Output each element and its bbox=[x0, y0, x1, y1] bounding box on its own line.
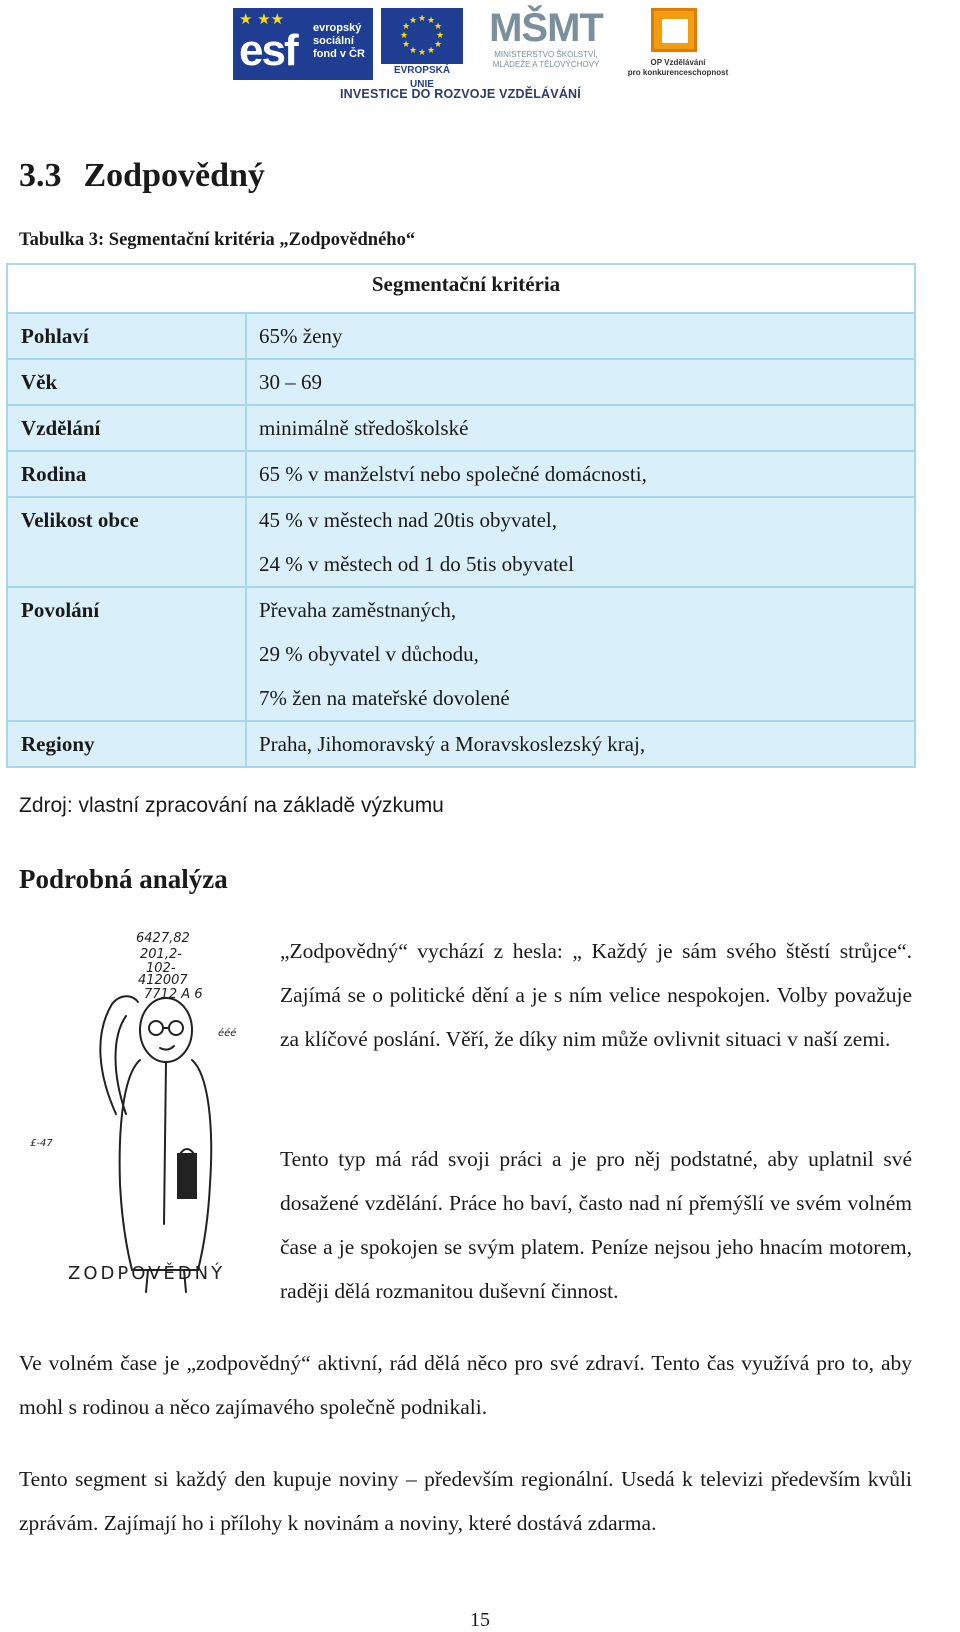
sketch-note: 201,2- bbox=[140, 947, 182, 962]
svg-text:★: ★ bbox=[399, 31, 409, 41]
sketch-note: 7712 A 6 bbox=[144, 987, 203, 1002]
svg-text:★: ★ bbox=[417, 14, 427, 24]
svg-text:★: ★ bbox=[417, 48, 427, 58]
row-value: 65 % v manželství nebo společné domácnosti, bbox=[259, 462, 647, 486]
row-value: 24 % v městech od 1 do 5tis obyvatel bbox=[259, 552, 574, 576]
row-value: minimálně středoškolské bbox=[259, 416, 469, 440]
row-label: Povolání bbox=[21, 598, 100, 622]
chapter-number: 3.3 bbox=[19, 157, 62, 194]
row-value: 30 – 69 bbox=[259, 370, 322, 394]
sketch-note: ééé bbox=[218, 1028, 237, 1039]
svg-text:★: ★ bbox=[408, 46, 418, 56]
row-label: Pohlaví bbox=[21, 324, 89, 348]
op-logo-icon bbox=[651, 8, 697, 52]
svg-text:★: ★ bbox=[426, 46, 436, 56]
row-value: 45 % v městech nad 20tis obyvatel, bbox=[259, 508, 558, 532]
header-slogan: INVESTICE DO ROZVOJE VZDĚLÁVÁNÍ bbox=[340, 87, 581, 101]
table-source: Zdroj: vlastní zpracování na základě výzkumu bbox=[19, 794, 444, 817]
svg-text:★: ★ bbox=[401, 22, 411, 32]
chapter-title: Zodpovědný bbox=[83, 157, 265, 194]
svg-text:★: ★ bbox=[435, 31, 445, 41]
esf-stars-icon: ★ ★★ bbox=[239, 10, 285, 28]
row-label: Regiony bbox=[21, 732, 95, 756]
table-row bbox=[7, 451, 915, 497]
eu-logo bbox=[381, 8, 463, 90]
sketch-note: 412007 bbox=[138, 973, 188, 988]
eu-logo-caption: EVROPSKÁ UNIE bbox=[393, 65, 451, 90]
table-row bbox=[7, 497, 915, 587]
sketch-note: 6427,82 bbox=[136, 931, 190, 946]
op-logo bbox=[627, 6, 729, 82]
svg-text:★: ★ bbox=[401, 40, 411, 50]
row-label: Rodina bbox=[21, 462, 87, 486]
row-value: 7% žen na mateřské dovolené bbox=[259, 686, 510, 710]
sketch-note: 102- bbox=[146, 961, 176, 976]
table-header-label: Segmentační kritéria bbox=[371, 272, 561, 296]
row-value: 65% ženy bbox=[259, 324, 343, 348]
table-row bbox=[7, 587, 915, 721]
svg-text:★: ★ bbox=[433, 40, 443, 50]
businessman-sketch-icon bbox=[28, 924, 260, 1298]
esf-logo bbox=[233, 8, 373, 80]
row-label: Velikost obce bbox=[21, 508, 139, 532]
row-value: Převaha zaměstnaných, bbox=[259, 598, 457, 622]
sketch-note: £-47 bbox=[30, 1138, 53, 1149]
table-row bbox=[7, 313, 915, 359]
esf-logo-text: evropský sociální fond v ČR bbox=[313, 22, 365, 60]
paragraph: „Zodpovědný“ vychází z hesla: „ Každý je sám svého štěstí strůjce“. Zajímá se o politické dění a je s ním velice nespokojen. Volby považuje za klíčové poslání. Věří, že díky nim může ovlivnit situaci v naší zemi. bbox=[280, 939, 912, 1051]
paragraph: Tento segment si každý den kupuje noviny – především regionální. Usedá k televizi především kvůli zprávám. Zajímají ho i přílohy k novinám a noviny, které dostává zdarma. bbox=[19, 1467, 912, 1535]
row-value: Praha, Jihomoravský a Moravskoslezský kraj, bbox=[259, 732, 646, 756]
esf-logo-letters: esf bbox=[239, 26, 297, 75]
row-value: 29 % obyvatel v důchodu, bbox=[259, 642, 479, 666]
table-row bbox=[7, 359, 915, 405]
svg-text:★: ★ bbox=[408, 16, 418, 26]
table-header-cell bbox=[7, 264, 915, 313]
msmt-logo-mark: MŠMT bbox=[489, 6, 603, 50]
segmentation-table bbox=[6, 263, 916, 768]
eu-flag-icon bbox=[381, 8, 463, 64]
paragraph: Ve volném čase je „zodpovědný“ aktivní, rád dělá něco pro své zdraví. Tento čas využívá pro to, aby mohl s rodinou a něco zajímavého společně podnikali. bbox=[19, 1351, 912, 1419]
row-label: Vzdělání bbox=[21, 416, 101, 440]
page-number: 15 bbox=[470, 1609, 490, 1631]
table-header-row bbox=[7, 264, 915, 313]
svg-text:★: ★ bbox=[433, 22, 443, 32]
table-row bbox=[7, 405, 915, 451]
row-label: Věk bbox=[21, 370, 58, 394]
section-heading: Podrobná analýza bbox=[19, 864, 228, 894]
op-logo-caption: OP Vzdělávání pro konkurenceschopnost bbox=[627, 58, 729, 77]
svg-text:★: ★ bbox=[426, 16, 436, 26]
msmt-logo bbox=[485, 6, 607, 82]
chapter-heading bbox=[19, 154, 265, 198]
paragraph: Tento typ má rád svoji práci a je pro něj podstatné, aby uplatnil své dosažené vzdělání. Práce ho baví, často nad ní přemýšlí ve svém volném čase a je spokojen se svým platem. Peníze nejsou jeho hnacím motorem, raději dělá rozmanitou duševní činnost. bbox=[280, 1147, 912, 1303]
table-row bbox=[7, 721, 915, 767]
sketch-caption: ZODPOVĚDNÝ bbox=[68, 1263, 226, 1284]
msmt-logo-caption: MINISTERSTVO ŠKOLSTVÍ, MLÁDEŽE A TĚLOVÝCHOVY bbox=[492, 50, 600, 69]
table-caption: Tabulka 3: Segmentační kritéria „Zodpovědného“ bbox=[19, 230, 416, 250]
